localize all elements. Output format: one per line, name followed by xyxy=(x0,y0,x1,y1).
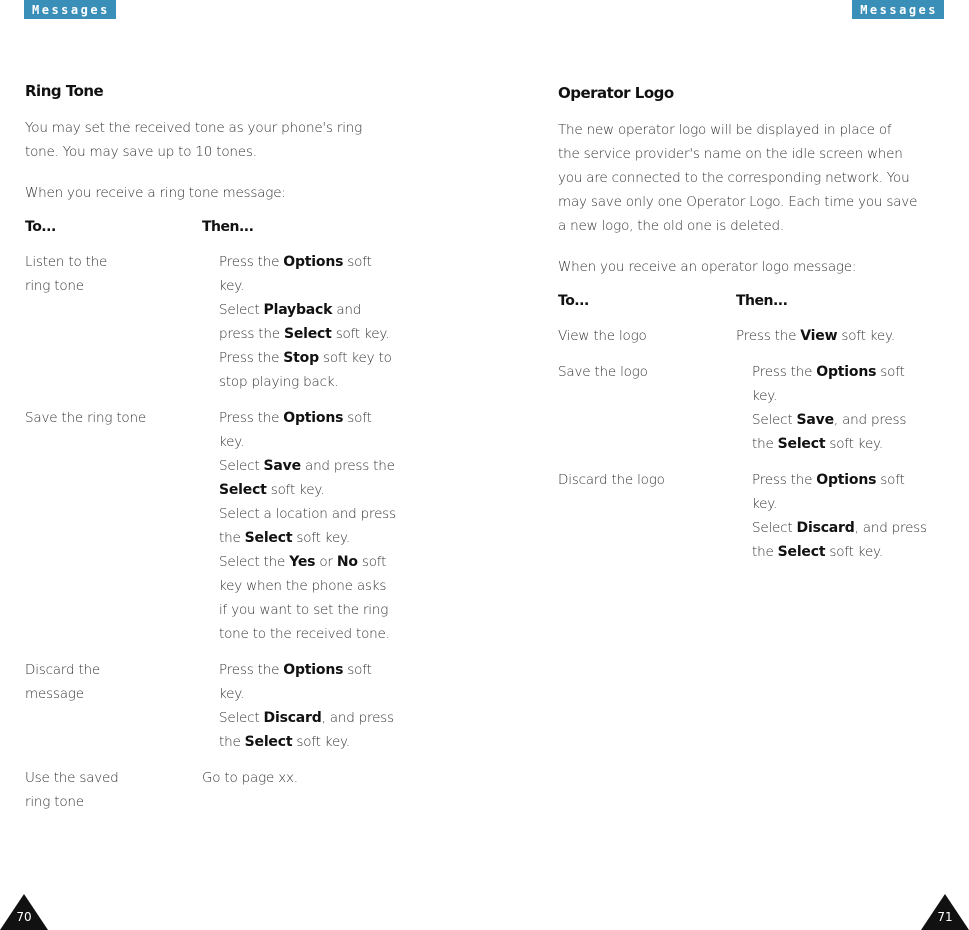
instruction-text: key. xyxy=(219,278,245,294)
instruction-line xyxy=(752,432,906,456)
instruction-text: Press the xyxy=(752,364,817,380)
key-name: View xyxy=(800,328,838,344)
instruction-text: Press the xyxy=(219,254,284,270)
instruction-line xyxy=(752,540,927,564)
intro-line: The new operator logo will be displayed in place of xyxy=(558,122,892,138)
lead-text-right: When you receive an operator logo message: xyxy=(558,259,857,275)
instruction-line xyxy=(219,298,392,322)
key-name: Yes xyxy=(289,554,316,570)
row-then-cell xyxy=(219,250,392,394)
row-to-cell xyxy=(558,360,648,384)
key-name: Stop xyxy=(283,350,319,366)
instruction-text: Press the xyxy=(219,410,284,426)
column-header-to-left: To... xyxy=(25,219,56,235)
row-to-cell xyxy=(25,658,100,706)
instruction-text: Select xyxy=(219,710,264,726)
key-name: Options xyxy=(816,364,877,380)
instruction-text: soft xyxy=(876,472,905,488)
instruction-text: Select xyxy=(219,302,264,318)
instruction-line xyxy=(219,526,396,550)
instruction-line xyxy=(219,598,396,622)
row-then-cell xyxy=(752,360,906,456)
instruction-text: soft key. xyxy=(825,436,884,452)
row-to-cell xyxy=(558,324,647,348)
instruction-text: soft key. xyxy=(292,734,351,750)
instruction-line xyxy=(219,478,396,502)
instruction-line xyxy=(752,408,906,432)
instruction-text: soft key to xyxy=(318,350,392,366)
key-name: Playback xyxy=(263,302,333,318)
row-then-cell xyxy=(219,658,394,754)
instruction-text: the xyxy=(752,436,778,452)
row-then-cell xyxy=(752,468,927,564)
instruction-line xyxy=(219,658,394,682)
row-to-line: Save the ring tone xyxy=(25,410,146,426)
intro-line: a new logo, the old one is deleted. xyxy=(558,218,784,234)
instruction-line xyxy=(752,468,927,492)
row-to-line: Use the saved xyxy=(25,770,119,786)
instruction-line xyxy=(219,502,396,526)
intro-line: may save only one Operator Logo. Each time you save xyxy=(558,194,918,210)
instruction-line xyxy=(219,430,396,454)
instruction-text: or xyxy=(315,554,337,570)
instruction-line xyxy=(219,706,394,730)
key-name: Select xyxy=(244,530,293,546)
instruction-text: and press the xyxy=(300,458,395,474)
instruction-text: Select a location and press xyxy=(219,506,396,522)
instruction-text: key. xyxy=(752,388,778,404)
instruction-text: key. xyxy=(219,434,245,450)
instruction-text: Select xyxy=(752,412,797,428)
instruction-text: and xyxy=(332,302,362,318)
row-to-cell xyxy=(25,250,107,298)
section-tab-left: Messages xyxy=(24,0,116,19)
instruction-text: Select the xyxy=(219,554,290,570)
key-name: Save xyxy=(263,458,301,474)
instruction-line xyxy=(202,766,298,790)
instruction-line xyxy=(219,370,392,394)
key-name: Options xyxy=(283,254,344,270)
row-to-line: Discard the logo xyxy=(558,472,665,488)
key-name: Options xyxy=(283,662,344,678)
key-name: Save xyxy=(796,412,834,428)
instruction-text: Press the xyxy=(752,472,817,488)
instruction-text: soft key. xyxy=(825,544,884,560)
instruction-line xyxy=(219,622,396,646)
row-to-line: ring tone xyxy=(25,794,84,810)
row-to-line: message xyxy=(25,686,84,702)
row-to-line: Listen to the xyxy=(25,254,108,270)
instruction-text: soft key. xyxy=(837,328,895,344)
instruction-line xyxy=(752,492,927,516)
intro-paragraph-right xyxy=(558,118,917,238)
key-name: Discard xyxy=(263,710,322,726)
instruction-line xyxy=(219,682,394,706)
instruction-text: the xyxy=(752,544,778,560)
instruction-line xyxy=(219,574,396,598)
instruction-text: Select xyxy=(752,520,797,536)
row-to-line: View the logo xyxy=(558,328,647,344)
instruction-text: soft xyxy=(343,410,372,426)
key-name: Select xyxy=(244,734,293,750)
intro-line: the service provider's name on the idle screen when xyxy=(558,146,903,162)
instruction-text: Select xyxy=(219,458,264,474)
instruction-text: soft key. xyxy=(331,326,390,342)
key-name: Select xyxy=(219,482,267,498)
instruction-text: if you want to set the ring xyxy=(219,602,389,618)
instruction-text: key when the phone asks xyxy=(219,578,387,594)
instruction-line xyxy=(219,406,396,430)
page-number-right: 71 xyxy=(937,910,953,924)
instruction-text: soft xyxy=(343,662,372,678)
instruction-text: stop playing back. xyxy=(219,374,339,390)
instruction-line xyxy=(736,324,895,348)
section-tab-right: Messages xyxy=(852,0,944,19)
page-heading-ring-tone: Ring Tone xyxy=(25,82,104,100)
instruction-text: soft xyxy=(357,554,387,570)
key-name: Select xyxy=(283,326,332,342)
intro-paragraph-left xyxy=(25,116,362,164)
instruction-line xyxy=(752,384,906,408)
instruction-line xyxy=(219,346,392,370)
instruction-text: tone to the received tone. xyxy=(219,626,390,642)
row-then-cell xyxy=(202,766,298,790)
row-then-cell xyxy=(736,324,895,348)
instruction-text: soft xyxy=(343,254,372,270)
instruction-text: Press the xyxy=(219,662,284,678)
instruction-text: Press the xyxy=(736,328,801,344)
row-to-cell xyxy=(558,468,665,492)
key-name: Options xyxy=(816,472,877,488)
instruction-text: soft key. xyxy=(266,482,325,498)
instruction-line xyxy=(219,454,396,478)
key-name: Select xyxy=(777,544,826,560)
row-then-cell xyxy=(219,406,396,646)
page-number-left: 70 xyxy=(16,910,32,924)
instruction-line xyxy=(752,360,906,384)
instruction-line xyxy=(219,322,392,346)
row-to-cell xyxy=(25,406,146,430)
key-name: Select xyxy=(777,436,826,452)
row-to-line: ring tone xyxy=(25,278,84,294)
instruction-text: the xyxy=(219,530,245,546)
column-header-to-right: To... xyxy=(558,293,589,309)
key-name: Options xyxy=(283,410,344,426)
row-to-line: Save the logo xyxy=(558,364,648,380)
instruction-text: press the xyxy=(219,326,284,342)
page-heading-operator-logo: Operator Logo xyxy=(558,84,674,102)
intro-line: tone. You may save up to 10 tones. xyxy=(25,144,257,160)
instruction-text: Go to page xx. xyxy=(202,770,298,786)
instruction-line xyxy=(219,730,394,754)
instruction-text: Press the xyxy=(219,350,284,366)
row-to-line: Discard the xyxy=(25,662,101,678)
instruction-line xyxy=(219,274,392,298)
instruction-text: key. xyxy=(752,496,778,512)
key-name: No xyxy=(336,554,358,570)
instruction-text: , and press xyxy=(833,412,907,428)
instruction-text: soft key. xyxy=(292,530,351,546)
key-name: Discard xyxy=(796,520,855,536)
instruction-text: , and press xyxy=(321,710,394,726)
column-header-then-left: Then... xyxy=(202,219,254,235)
intro-line: You may set the received tone as your phone's ring xyxy=(25,120,363,136)
instruction-text: key. xyxy=(219,686,245,702)
column-header-then-right: Then... xyxy=(736,293,788,309)
instruction-line xyxy=(219,550,396,574)
instruction-line xyxy=(752,516,927,540)
lead-text-left: When you receive a ring tone message: xyxy=(25,185,286,201)
instruction-line xyxy=(219,250,392,274)
instruction-text: soft xyxy=(876,364,905,380)
instruction-text: the xyxy=(219,734,245,750)
intro-line: you are connected to the corresponding network. You xyxy=(558,170,910,186)
instruction-text: , and press xyxy=(854,520,927,536)
row-to-cell xyxy=(25,766,119,814)
